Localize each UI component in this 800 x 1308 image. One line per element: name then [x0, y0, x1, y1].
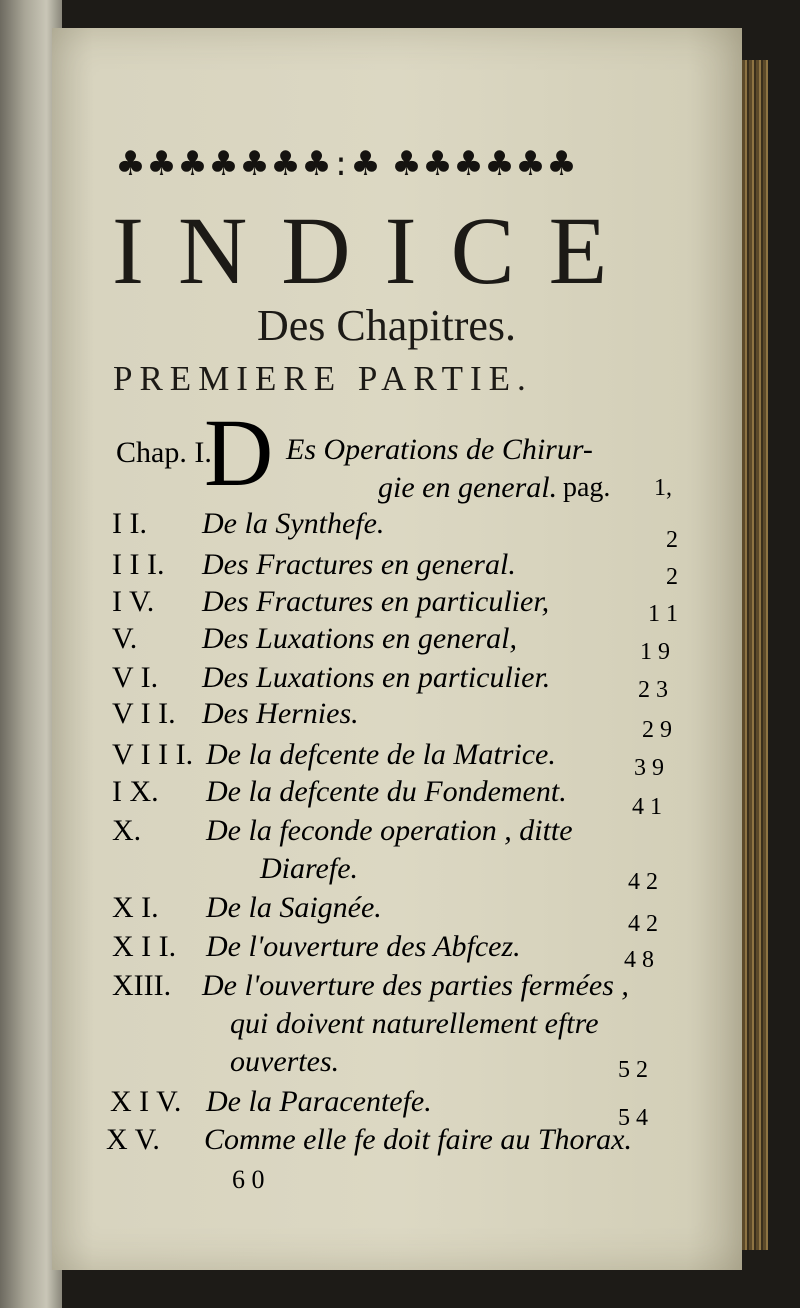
fleuron-icon: ♣: [453, 144, 484, 184]
fleuron-icon: ♣: [350, 144, 381, 184]
fleuron-icon: ♣: [239, 144, 270, 184]
part-heading: PREMIERE PARTIE.: [113, 359, 533, 398]
index-title: INDICE: [112, 197, 642, 304]
drop-cap-initial: D: [204, 399, 274, 506]
continuation-page-number: 6 0: [232, 1165, 265, 1194]
page-number: 1 9: [640, 639, 670, 665]
chapter-number: X I V.: [110, 1085, 182, 1118]
chapter-number: Chap. I.: [116, 436, 212, 469]
chapter-number: I I I.: [112, 548, 165, 581]
page-number: 2 3: [638, 677, 668, 703]
page-number: 1,: [654, 475, 672, 501]
chapter-title-line: Diarefe.: [260, 852, 359, 885]
chapter-title-line: De l'ouverture des parties fermées ,: [202, 969, 629, 1002]
fleuron-icon: ♣: [515, 144, 546, 184]
chapter-title-line: Es Operations de Chirur-: [286, 433, 593, 466]
page-number: 4 2: [628, 911, 658, 937]
chapter-number: XIII.: [112, 969, 172, 1002]
fleuron-icon: ♣: [146, 144, 177, 184]
chapter-title-line: De l'ouverture des Abfcez.: [206, 930, 521, 963]
chapter-title-line: Des Fractures en general.: [202, 548, 516, 581]
page-block-edge: [742, 60, 768, 1250]
fleuron-icon: ♣: [115, 144, 146, 184]
fleuron-icon: ♣: [208, 144, 239, 184]
chapter-number: I X.: [112, 775, 159, 808]
page-number: 4 1: [632, 794, 662, 820]
page-number: 5 2: [618, 1057, 648, 1083]
chapter-title-line: Des Fractures en particulier,: [202, 585, 550, 618]
chapter-title-line: Comme elle fe doit faire au Thorax.: [204, 1123, 632, 1156]
page-prefix: pag.: [563, 472, 611, 503]
chapter-title-line: De la Synthefe.: [202, 507, 385, 540]
page-number: 2 9: [642, 717, 672, 743]
fleuron-icon: ♣: [546, 144, 577, 184]
chapter-number: I I.: [112, 507, 147, 540]
chapter-title-line: De la Saignée.: [206, 891, 382, 924]
chapter-title-line: Des Luxations en general,: [202, 622, 517, 655]
fleuron-icon: ♣: [391, 144, 422, 184]
page-number: 1 1: [648, 601, 678, 627]
chapter-title-line: De la feconde operation , ditte: [206, 814, 573, 847]
chapter-number: V I.: [112, 661, 159, 694]
chapter-number: I V.: [112, 585, 155, 618]
fleuron-icon: ♣: [422, 144, 453, 184]
ornament-separator: :: [335, 144, 347, 184]
page-number: 4 8: [624, 947, 654, 973]
printer-ornament-band: [115, 140, 690, 188]
chapter-number: X V.: [106, 1123, 160, 1156]
fleuron-icon: ♣: [484, 144, 515, 184]
page-number: 4 2: [628, 869, 658, 895]
chapter-number: V I I I.: [112, 738, 194, 771]
chapter-title-line: De la defcente de la Matrice.: [206, 738, 556, 771]
chapter-number: V I I.: [112, 697, 176, 730]
page-number: 2: [666, 527, 678, 553]
chapter-title-line: De la defcente du Fondement.: [206, 775, 567, 808]
chapter-number: V.: [112, 622, 138, 655]
chapter-number: X I I.: [112, 930, 177, 963]
chapter-title-line: Des Hernies.: [202, 697, 359, 730]
chapter-number: X.: [112, 814, 142, 847]
chapter-number: X I.: [112, 891, 159, 924]
fleuron-icon: ♣: [301, 144, 332, 184]
page-number: 5 4: [618, 1105, 648, 1131]
chapter-title-line: qui doivent naturellement eftre: [230, 1007, 599, 1040]
index-subtitle: Des Chapitres.: [257, 301, 517, 350]
chapter-title-line: ouvertes.: [230, 1045, 340, 1078]
chapter-title-line: gie en general.: [378, 471, 558, 504]
chapter-title-line: De la Paracentefe.: [206, 1085, 432, 1118]
fleuron-icon: ♣: [177, 144, 208, 184]
chapter-title-line: Des Luxations en particulier.: [202, 661, 551, 694]
fleuron-icon: ♣: [270, 144, 301, 184]
page-number: 3 9: [634, 755, 664, 781]
page-number: 2: [666, 564, 678, 590]
